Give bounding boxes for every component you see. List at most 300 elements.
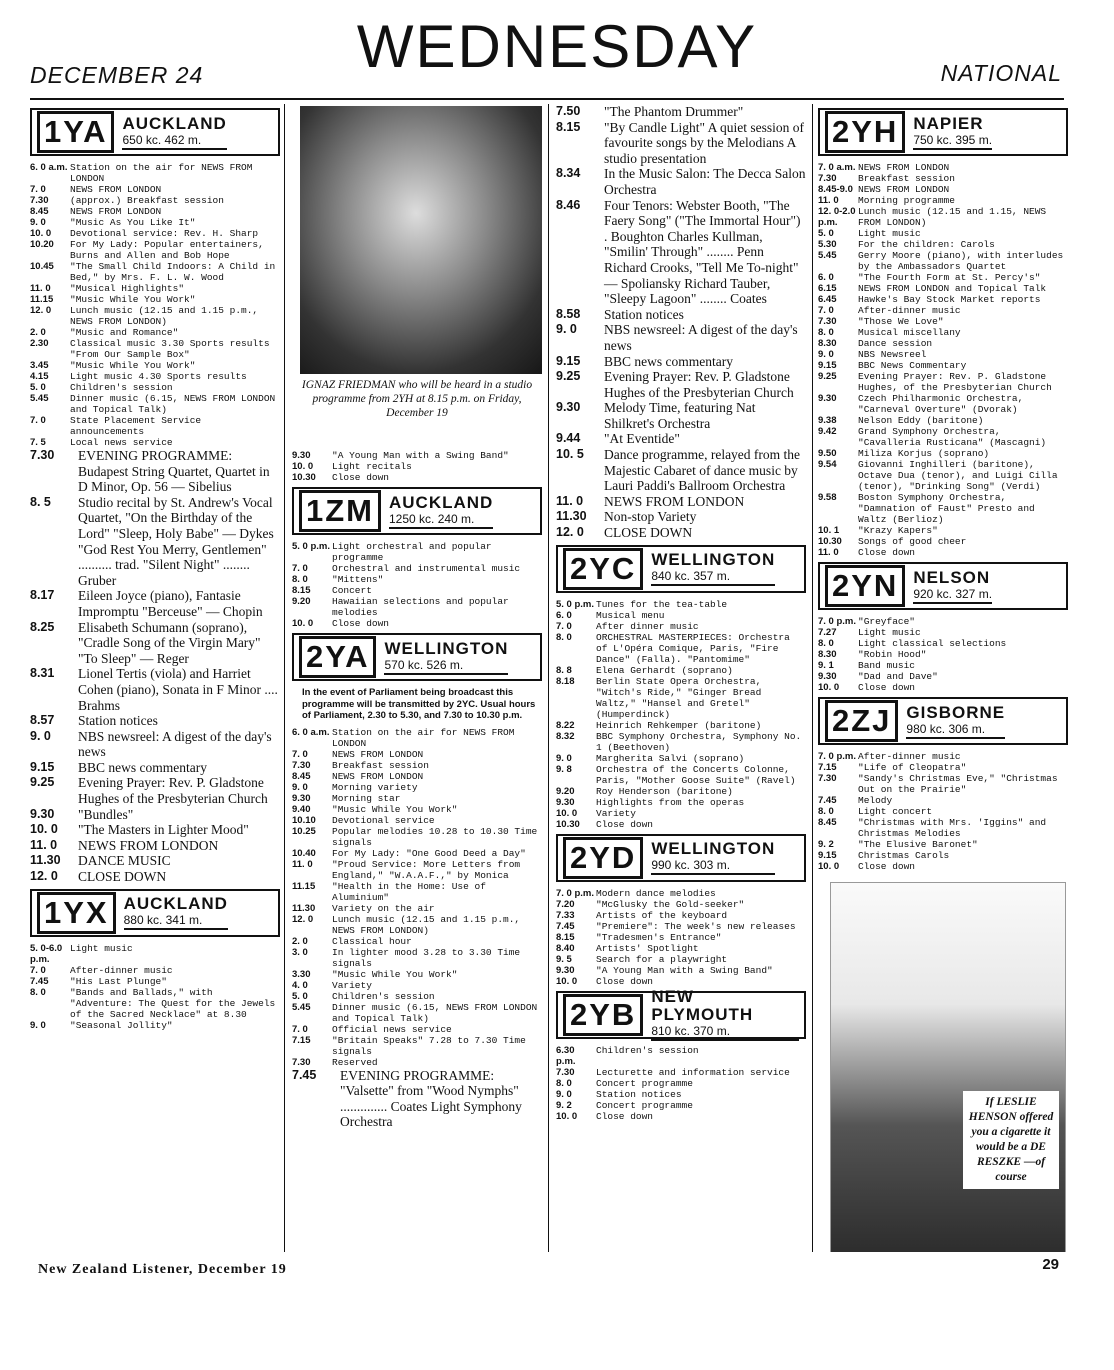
program-time: 7. 0 [30, 964, 46, 976]
program-time: 12. 0-2.0 p.m. [818, 206, 856, 228]
program-title: For My Lady: "One Good Deed a Day" [332, 847, 526, 859]
program-entry [818, 371, 1068, 393]
program-title: "A Young Man with a Swing Band" [596, 964, 773, 976]
column-divider-2 [548, 104, 549, 1252]
program-title: Songs of good cheer [858, 536, 967, 547]
program-title: NBS newsreel: A digest of the day's news [604, 322, 798, 353]
program-title: Station notices [78, 713, 158, 729]
program-time: 8.22 [556, 719, 575, 731]
program-entry [30, 294, 280, 305]
program-title: Lionel Tertis (viola) and Harriet Cohen (piano), Sonata in F Minor .... Brahms [78, 666, 278, 713]
program-title: Close down [596, 975, 654, 987]
program-title: "Krazy Kapers" [858, 525, 938, 536]
program-title: "Music and Romance" [70, 327, 179, 338]
program-entry [818, 671, 1068, 682]
program-title: Musical miscellany [858, 327, 961, 338]
program-entry [292, 574, 542, 585]
program-title: Hawaiian selections and popular melodies [332, 596, 509, 618]
program-title: Light music [858, 627, 921, 638]
station-info [122, 115, 226, 150]
program-title: After dinner music [596, 620, 699, 632]
program-entry [556, 400, 806, 431]
program-entry [818, 426, 1068, 448]
station-info [913, 569, 992, 604]
program-time: 6.15 [818, 283, 837, 294]
program-time: 10. 0 [292, 461, 314, 472]
station-banner [292, 487, 542, 535]
program-time: 3.30 [292, 968, 311, 980]
parliament-note: In the event of Parliament being broadcast this programme will be transmitted by 2YC. Usual hours of Parliament, 2.30 to 5.30, and 7.30 to 10.30 p.m. [302, 687, 536, 721]
program-entry [818, 338, 1068, 349]
program-entry [30, 760, 280, 776]
program-entry [818, 773, 1068, 795]
program-entry [556, 910, 806, 921]
program-time: 9. 0 [556, 752, 572, 764]
program-entry [292, 563, 542, 574]
program-entry [30, 360, 280, 371]
station-frequency: 810 kc. 370 m. [651, 1024, 799, 1041]
program-title: Eileen Joyce (piano), Fantasie Impromptu "Berceuse" — Chopin [78, 588, 263, 619]
program-entry [30, 620, 280, 667]
program-entry [292, 991, 542, 1002]
program-entry [818, 850, 1068, 861]
program-time: 7. 0 p.m. [556, 887, 595, 899]
program-time: 6. 0 [818, 272, 834, 283]
program-time: 7.33 [556, 909, 575, 921]
program-title: "Greyface" [858, 616, 916, 627]
column-divider-3 [812, 104, 813, 1252]
program-time: 10. 1 [818, 525, 840, 536]
program-time: 9. 8 [556, 763, 572, 775]
program-entry [556, 786, 806, 797]
program-entry [292, 1035, 542, 1057]
program-time: 8. 0 [818, 806, 834, 817]
program-time: 10. 0 [818, 861, 840, 872]
program-title: Czech Philharmonic Orchestra, "Carneval Overture" (Dvorak) [858, 393, 1024, 415]
program-entry [818, 627, 1068, 638]
program-time: 8.15 [556, 119, 581, 134]
program-entry [292, 782, 542, 793]
program-entry [292, 760, 542, 771]
program-entry [30, 415, 280, 437]
program-title: Musical menu [596, 609, 665, 621]
station-info [389, 494, 493, 529]
station-callsign: 2YA [299, 636, 376, 678]
program-title: After-dinner music [70, 964, 173, 976]
program-entry [556, 1111, 806, 1122]
program-time: 7.45 [30, 975, 49, 987]
program-title: Melody Time, featuring Nat Shilkret's Orchestra [604, 400, 756, 431]
station-name: AUCKLAND [122, 113, 227, 133]
program-title: "By Candle Light" A quiet session of favourite songs by the Melodians A studio presentation [604, 119, 805, 166]
program-entry [818, 239, 1068, 250]
program-entry [818, 861, 1068, 872]
program-entry [292, 936, 542, 947]
program-title: Evening Prayer: Rev. P. Gladstone Hughes of the Presbyterian Church [604, 369, 794, 400]
program-time: 9. 0 [30, 1019, 46, 1031]
program-time: 7.30 [292, 1056, 311, 1068]
station-frequency: 650 kc. 462 m. [122, 133, 226, 150]
program-time: 11. 0 [818, 195, 839, 206]
program-entry [818, 525, 1068, 536]
program-entry [30, 869, 280, 885]
program-title: NEWS FROM LONDON [70, 206, 162, 217]
station-banner [818, 697, 1068, 745]
program-time: 11.15 [292, 880, 316, 892]
program-entry [292, 1068, 542, 1130]
program-time: 9.15 [556, 353, 581, 368]
program-entry [292, 859, 542, 881]
station-frequency: 1250 kc. 240 m. [389, 512, 493, 529]
program-time: 9. 5 [556, 953, 572, 965]
program-entry [292, 815, 542, 826]
program-title: Modern dance melodies [596, 887, 716, 899]
station-name: GISBORNE [906, 702, 1006, 722]
program-title: NEWS FROM LONDON [858, 184, 950, 195]
program-title: Dance session [858, 338, 933, 349]
program-time: 10.25 [292, 825, 316, 837]
program-entry [30, 822, 280, 838]
program-time: 9. 1 [818, 660, 834, 671]
program-time: 11. 0 [818, 547, 839, 558]
station-info [913, 115, 992, 150]
program-entry [292, 472, 542, 483]
program-entry [556, 764, 806, 786]
program-time: 8.45 [818, 817, 837, 828]
program-entry [30, 666, 280, 713]
program-time: 9.15 [818, 850, 837, 861]
program-entry [556, 1078, 806, 1089]
program-title: Lunch music (12.15 and 1.15 p.m., NEWS FROM LONDON) [70, 305, 259, 327]
program-entry [30, 838, 280, 854]
program-title: "Those We Love" [858, 316, 944, 327]
program-time: 9.30 [818, 393, 837, 404]
program-time: 9.50 [818, 448, 837, 459]
program-title: "Music While You Work" [332, 968, 458, 980]
station-name: AUCKLAND [123, 894, 228, 914]
program-title: "Proud Service: More Letters from England," "W.A.A.F.," by Monica [332, 858, 521, 881]
program-entry [818, 316, 1068, 327]
program-title: "His Last Plunge" [70, 975, 167, 987]
program-time: 5. 0 p.m. [292, 541, 331, 552]
program-title: Melody [858, 795, 893, 806]
program-title: Concert [332, 585, 372, 596]
program-time: 8.30 [818, 649, 837, 660]
program-entry [292, 804, 542, 815]
program-entry [292, 618, 542, 629]
program-title: Margherita Salvi (soprano) [596, 752, 745, 764]
program-title: Children's session [596, 1044, 699, 1056]
program-title: Reserved [332, 1056, 378, 1068]
page-header [0, 0, 1114, 100]
program-entry [292, 596, 542, 618]
program-time: 10.30 [292, 472, 316, 483]
program-title: "The Fourth Form at St. Percy's" [858, 272, 1041, 283]
station-banner [30, 108, 280, 156]
program-time: 8.57 [30, 713, 55, 728]
program-title: Elena Gerhardt (soprano) [596, 664, 733, 676]
program-entry [818, 272, 1068, 283]
station-frequency: 840 kc. 357 m. [651, 569, 775, 586]
program-time: 2.30 [30, 338, 49, 349]
program-time: 9.40 [292, 803, 311, 815]
program-title: ORCHESTRAL MASTERPIECES: Orchestra of L'Opéra Comique, Paris, "Fire Dance" (Falla). "Pantomime" [596, 631, 790, 665]
program-title: Close down [596, 818, 654, 830]
program-title: Orchestra of the Concerts Colonne, Paris, "Mother Goose Suite" (Ravel) [596, 763, 796, 786]
program-entry [30, 437, 280, 448]
station-frequency: 990 kc. 303 m. [651, 858, 775, 875]
program-time: 8. 0 [818, 327, 834, 338]
program-entry [818, 660, 1068, 671]
program-entry [818, 415, 1068, 426]
program-entry [556, 166, 806, 197]
program-time: 7.30 [818, 316, 837, 327]
program-entry [556, 1089, 806, 1100]
program-title: Evening Prayer: Rev. P. Gladstone Hughes of the Presbyterian Church [78, 775, 268, 807]
program-title: NEWS FROM LONDON [332, 770, 424, 782]
program-entry [30, 807, 280, 823]
program-entry [292, 947, 542, 969]
program-title: Morning star [332, 792, 401, 804]
station-name: NELSON [913, 567, 991, 587]
program-entry [30, 206, 280, 217]
program-title: Hawke's Bay Stock Market reports [858, 294, 1041, 305]
program-time: 9.58 [818, 492, 837, 503]
station-info [906, 704, 1005, 739]
program-title: Dinner music (6.15, NEWS FROM LONDON and Topical Talk) [332, 1001, 538, 1024]
program-entry [556, 494, 806, 510]
program-time: 7. 0 [818, 305, 834, 316]
program-title: Nelson Eddy (baritone) [858, 415, 984, 426]
program-entry [818, 162, 1068, 173]
program-time: 9.54 [818, 459, 837, 470]
program-time: 7.30 [556, 1066, 575, 1078]
program-title: Four Tenors: Webster Booth, "The Faery Song" ("The Immortal Hour") . Boughton Charles Kullman, "Smilin' Through" ........ Penn Richard Crooks, "Tell Me To-night" — Spoliansky Richard Tauber, "Sleepy Lagoon" ........ Coates [604, 197, 801, 307]
program-time: 8.15 [292, 585, 311, 596]
program-title: "Music As You Like It" [70, 217, 196, 228]
program-time: 7. 0 [30, 184, 46, 195]
program-time: 9.15 [30, 759, 55, 774]
program-entry [818, 448, 1068, 459]
program-time: 2. 0 [292, 935, 308, 947]
program-title: Dance programme, relayed from the Majestic Cabaret of dance music by Lauri Paddi's Ballroom Orchestra [604, 447, 801, 494]
program-title: Close down [596, 1110, 654, 1122]
program-time: 8.15 [556, 931, 575, 943]
program-entry [818, 806, 1068, 817]
program-title: Studio recital by St. Andrew's Vocal Quartet, "On the Birthday of the Lord" "Sleep, Holy Babe" — Dykes "God Rest You Merry, Gentlemen" .......... trad. "Silent Night" ........ Gruber [78, 494, 274, 588]
program-time: 7. 0 [292, 748, 308, 760]
program-time: 9. 0 [556, 322, 577, 337]
column-3 [556, 104, 806, 1252]
program-time: 9.38 [818, 415, 837, 426]
program-entry [818, 228, 1068, 239]
program-time: 8.46 [556, 197, 581, 212]
program-entry [818, 616, 1068, 627]
program-time: 10. 0 [30, 228, 52, 239]
program-title: Lunch music (12.15 and 1.15, NEWS FROM LONDON) [858, 206, 1047, 228]
station-callsign: 1YA [37, 111, 114, 153]
station-frequency: 920 kc. 327 m. [913, 587, 992, 604]
program-time: 8.45-9.0 [818, 184, 853, 195]
program-title: Local news service [70, 437, 173, 448]
program-title: State Placement Service announcements [70, 415, 202, 437]
page-number: 29 [1042, 1256, 1059, 1273]
program-title: "Music While You Work" [70, 360, 196, 371]
program-time: 7.45 [292, 1067, 317, 1082]
program-entry [30, 853, 280, 869]
program-title: Roy Henderson (baritone) [596, 785, 733, 797]
program-entry [292, 826, 542, 848]
program-title: Grand Symphony Orchestra, "Cavalleria Rusticana" (Mascagni) [858, 426, 1047, 448]
program-title: DANCE MUSIC [78, 853, 171, 869]
program-entry [556, 665, 806, 676]
station-banner [818, 108, 1068, 156]
program-time: 8. 0 [30, 986, 46, 998]
program-entry [818, 195, 1068, 206]
program-entry [818, 327, 1068, 338]
program-entry [30, 965, 280, 976]
program-time: 3. 0 [292, 946, 308, 958]
program-title: Gerry Moore (piano), with interludes by the Ambassadors Quartet [858, 250, 1064, 272]
program-title: Breakfast session [858, 173, 955, 184]
program-title: Lecturette and information service [596, 1066, 790, 1078]
program-title: Light recitals [332, 461, 412, 472]
program-entry [30, 495, 280, 589]
program-title: "Music While You Work" [70, 294, 196, 305]
program-entry [556, 610, 806, 621]
program-time: 10.30 [556, 818, 580, 830]
station-frequency: 570 kc. 526 m. [384, 658, 508, 675]
program-title: "Christmas with Mrs. 'Iggins" and Christmas Melodies [858, 817, 1047, 839]
station-info [651, 551, 775, 586]
program-entry [292, 771, 542, 782]
program-entry [556, 676, 806, 720]
program-entry [292, 1024, 542, 1035]
program-time: 9.30 [556, 400, 581, 415]
program-title: "Seasonal Jollity" [70, 1019, 173, 1031]
program-entry [818, 682, 1068, 693]
station-name: WELLINGTON [651, 550, 776, 570]
program-time: 7. 0 [556, 620, 572, 632]
program-entry [556, 632, 806, 665]
program-time: 8.30 [818, 338, 837, 349]
program-title: Lunch music (12.15 and 1.15 p.m., NEWS FROM LONDON) [332, 913, 521, 936]
program-title: Concert programme [596, 1077, 693, 1089]
program-time: 9.30 [818, 671, 837, 682]
cigarette-advertisement [830, 882, 1066, 1252]
program-entry [556, 104, 806, 120]
program-title: CLOSE DOWN [604, 525, 693, 541]
program-time: 10. 0 [292, 618, 314, 629]
program-entry [818, 839, 1068, 850]
program-title: Station on the air for NEWS FROM LONDON [332, 726, 515, 749]
program-title: Elisabeth Schumann (soprano), "Cradle Song of the Virgin Mary" "To Sleep" — Reger [78, 619, 261, 666]
station-callsign: 2YB [563, 994, 643, 1036]
column-2 [292, 104, 542, 1252]
program-time: 12. 0 [30, 305, 52, 316]
program-entry [292, 969, 542, 980]
program-time: 7. 0 [292, 1023, 308, 1035]
program-title: Light classical selections [858, 638, 1007, 649]
program-entry [556, 621, 806, 632]
program-time: 8.17 [30, 588, 55, 603]
station-callsign: 2YC [563, 548, 643, 590]
program-entry [30, 228, 280, 239]
program-title: Band music [858, 660, 916, 671]
program-title: Giovanni Inghilleri (baritone), Octave Dua (tenor), and Luigi Cilla (tenor), "Drinking Song" (Verdi) [858, 459, 1058, 492]
program-title: Devotional service [332, 814, 435, 826]
program-title: "At Eventide" [604, 431, 680, 447]
program-time: 9. 0 [292, 781, 308, 793]
program-time: 9.25 [556, 369, 581, 384]
program-entry [818, 536, 1068, 547]
program-title: Variety [332, 979, 372, 991]
program-title: Light music [70, 942, 133, 954]
program-time: 7. 0 p.m. [818, 616, 857, 627]
program-entry [818, 762, 1068, 773]
program-time: 7. 0 [292, 563, 308, 574]
program-time: 4. 0 [292, 979, 308, 991]
program-entry [556, 322, 806, 353]
program-time: 8. 8 [556, 664, 572, 676]
program-title: Artists' Spotlight [596, 942, 699, 954]
program-time: 5.45 [30, 393, 49, 404]
program-entry [556, 1100, 806, 1111]
program-title: Highlights from the operas [596, 796, 745, 808]
program-entry [30, 713, 280, 729]
program-time: 9.20 [556, 785, 575, 797]
station-name: WELLINGTON [651, 839, 776, 859]
program-entry [30, 195, 280, 206]
program-entry [818, 250, 1068, 272]
program-time: 8.25 [30, 619, 55, 634]
program-time: 9.15 [818, 360, 837, 371]
column-divider-1 [284, 104, 285, 1252]
program-time: 9.25 [818, 371, 837, 382]
program-title: "Britain Speaks" 7.28 to 7.30 Time signals [332, 1034, 526, 1057]
program-title: "Premiere": The week's new releases [596, 920, 796, 932]
program-time: 6.45 [818, 294, 837, 305]
program-time: 9.42 [818, 426, 837, 437]
program-title: Morning programme [858, 195, 955, 206]
program-entry [556, 447, 806, 494]
program-title: Breakfast session [332, 759, 429, 771]
program-entry [818, 649, 1068, 660]
program-time: 7.15 [818, 762, 837, 773]
program-title: Morning variety [332, 781, 418, 793]
program-entry [292, 848, 542, 859]
station-banner [292, 633, 542, 681]
program-title: "Life of Cleopatra" [858, 762, 967, 773]
program-title: For the children: Carols [858, 239, 995, 250]
program-entry [30, 382, 280, 393]
program-entry [292, 450, 542, 461]
station-info [651, 988, 799, 1041]
program-entry [30, 217, 280, 228]
program-time: 9. 2 [818, 839, 834, 850]
day-title: WEDNESDAY [356, 13, 758, 80]
program-time: 11. 0 [30, 837, 58, 852]
program-title: Artists of the keyboard [596, 909, 728, 921]
program-time: 5. 0 p.m. [556, 598, 595, 610]
program-entry [556, 1045, 806, 1067]
program-title: Light orchestral and popular programme [332, 541, 492, 563]
program-entry [30, 184, 280, 195]
program-time: 9.30 [292, 450, 311, 461]
station-name: NEW PLYMOUTH [651, 987, 754, 1025]
program-time: 7.15 [292, 1034, 311, 1046]
program-title: Miliza Korjus (soprano) [858, 448, 990, 459]
